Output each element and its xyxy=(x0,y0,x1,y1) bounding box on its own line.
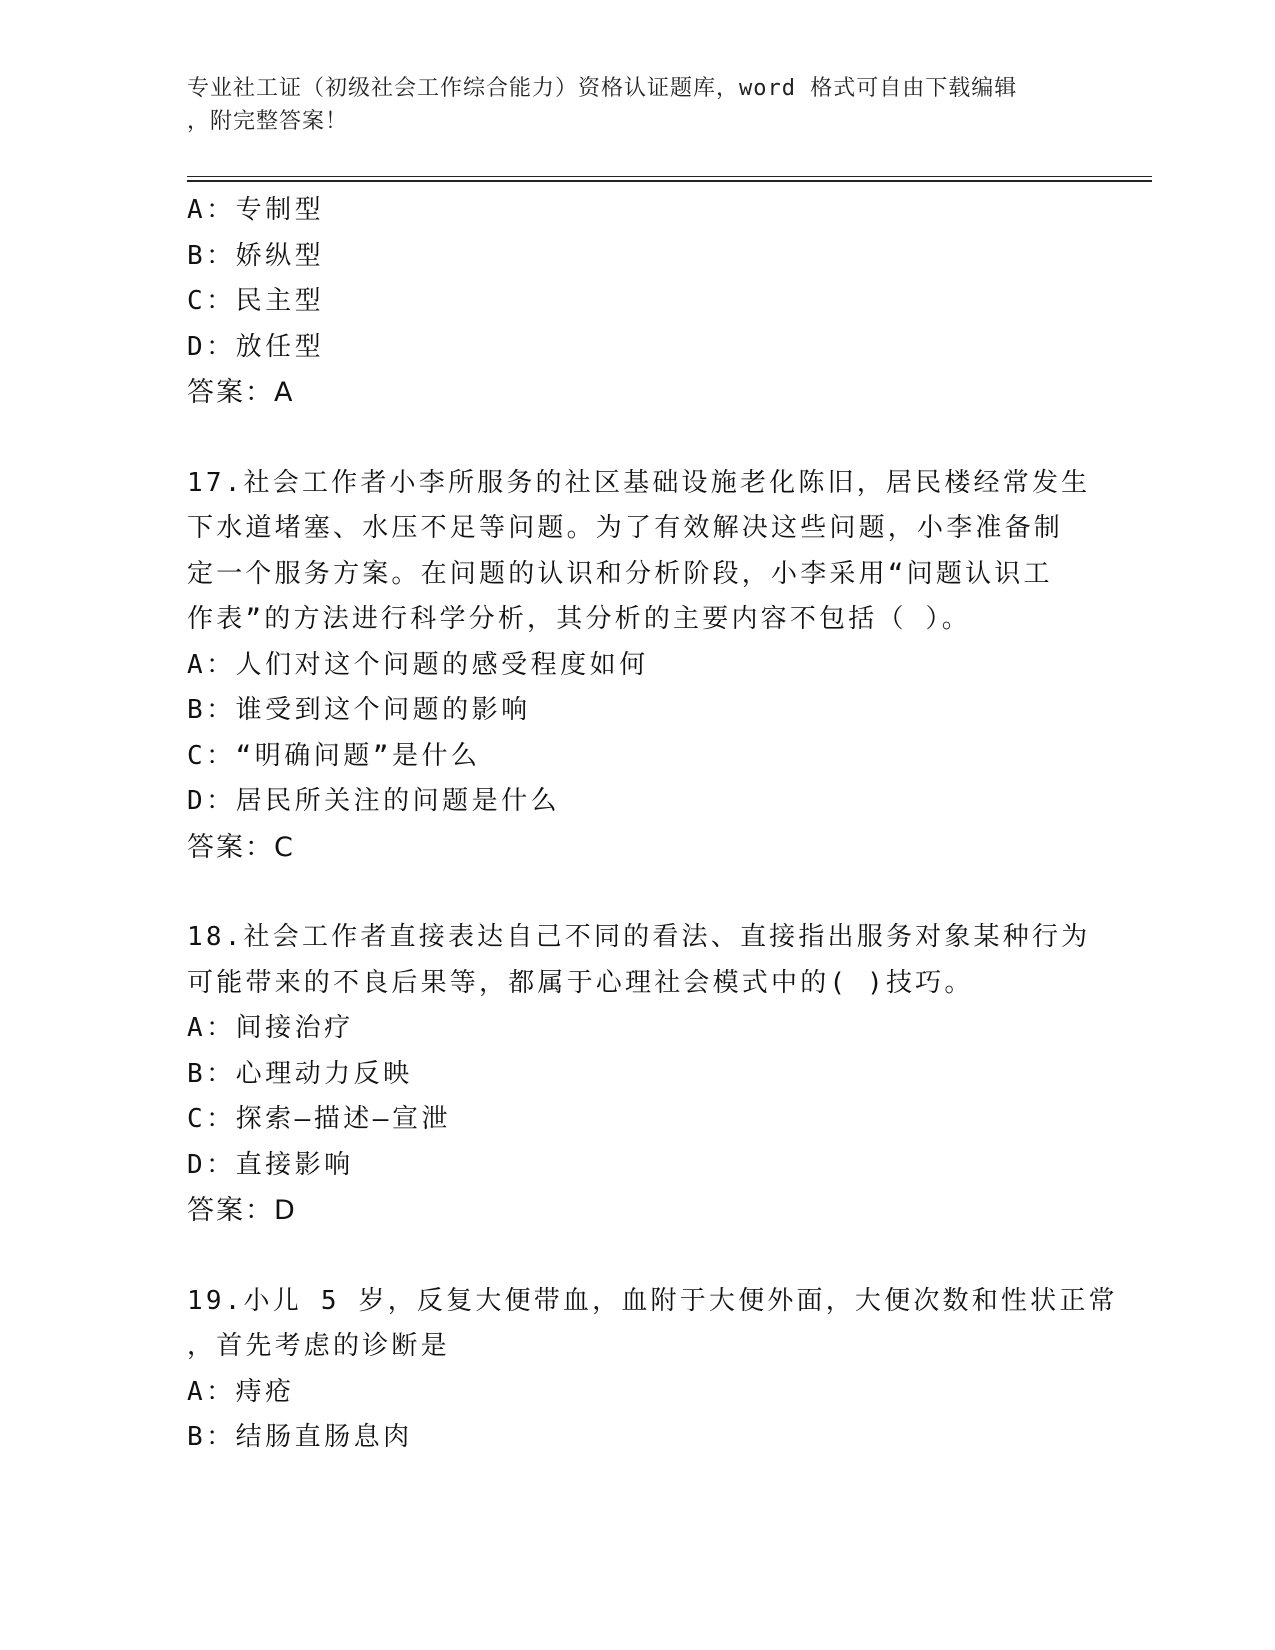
option-a: A：痔疮 xyxy=(187,1376,295,1407)
option-b: B：心理动力反映 xyxy=(187,1058,413,1089)
option-a: A：人们对这个问题的感受程度如何 xyxy=(187,649,649,680)
option-b: B：结肠直肠息肉 xyxy=(187,1422,413,1452)
option-d: D：居民所关注的问题是什么 xyxy=(187,786,561,816)
option-c: C：民主型 xyxy=(187,286,325,316)
header-line-1: 专业社工证（初级社会工作综合能力）资格认证题库，word 格式可自由下载编辑 xyxy=(187,76,1018,101)
answer-line: 答案：C xyxy=(187,831,295,863)
answer-line: 答案：D xyxy=(187,1195,297,1226)
option-d: D：放任型 xyxy=(187,331,325,362)
header-divider-thick xyxy=(187,180,1152,182)
stem-line: 下水道堵塞、水压不足等问题。为了有效解决这些问题，小李准备制 xyxy=(187,513,1064,543)
stem-line: 可能带来的不良后果等，都属于心理社会模式中的( )技巧。 xyxy=(187,967,974,998)
option-b: B：谁受到这个问题的影响 xyxy=(187,695,531,725)
option-b: B：娇纵型 xyxy=(187,240,325,271)
question-17 xyxy=(187,461,1091,871)
question-stem xyxy=(187,915,1091,1006)
option-d: D：直接影响 xyxy=(187,1149,354,1180)
stem-line: ，首先考虑的诊断是 xyxy=(187,1331,450,1361)
question-list xyxy=(187,188,1118,1461)
question-19 xyxy=(187,1279,1118,1461)
option-a: A：专制型 xyxy=(187,195,325,225)
header-divider xyxy=(187,176,1152,177)
option-c: C：探索—描述—宣泄 xyxy=(187,1104,451,1134)
stem-line: 19.小儿 5 岁，反复大便带血，血附于大便外面，大便次数和性状正常 xyxy=(187,1285,1118,1316)
stem-line: 定一个服务方案。在问题的认识和分析阶段，小李采用“问题认识工 xyxy=(187,558,1053,589)
question-stem xyxy=(187,1279,1118,1370)
stem-line: 18.社会工作者直接表达自己不同的看法、直接指出服务对象某种行为 xyxy=(187,922,1091,952)
question-stem xyxy=(187,461,1091,643)
answer-line: 答案：A xyxy=(187,377,295,408)
stem-line: 17.社会工作者小李所服务的社区基础设施老化陈旧，居民楼经常发生 xyxy=(187,467,1091,498)
question-16 xyxy=(187,188,1087,416)
header-line-2: ，附完整答案！ xyxy=(187,109,349,134)
document-header xyxy=(187,72,1067,138)
option-c: C：“明确问题”是什么 xyxy=(187,740,481,771)
question-18 xyxy=(187,915,1091,1234)
stem-line: 作表”的方法进行科学分析，其分析的主要内容不包括（ ）。 xyxy=(187,604,971,634)
option-a: A：间接治疗 xyxy=(187,1013,354,1043)
